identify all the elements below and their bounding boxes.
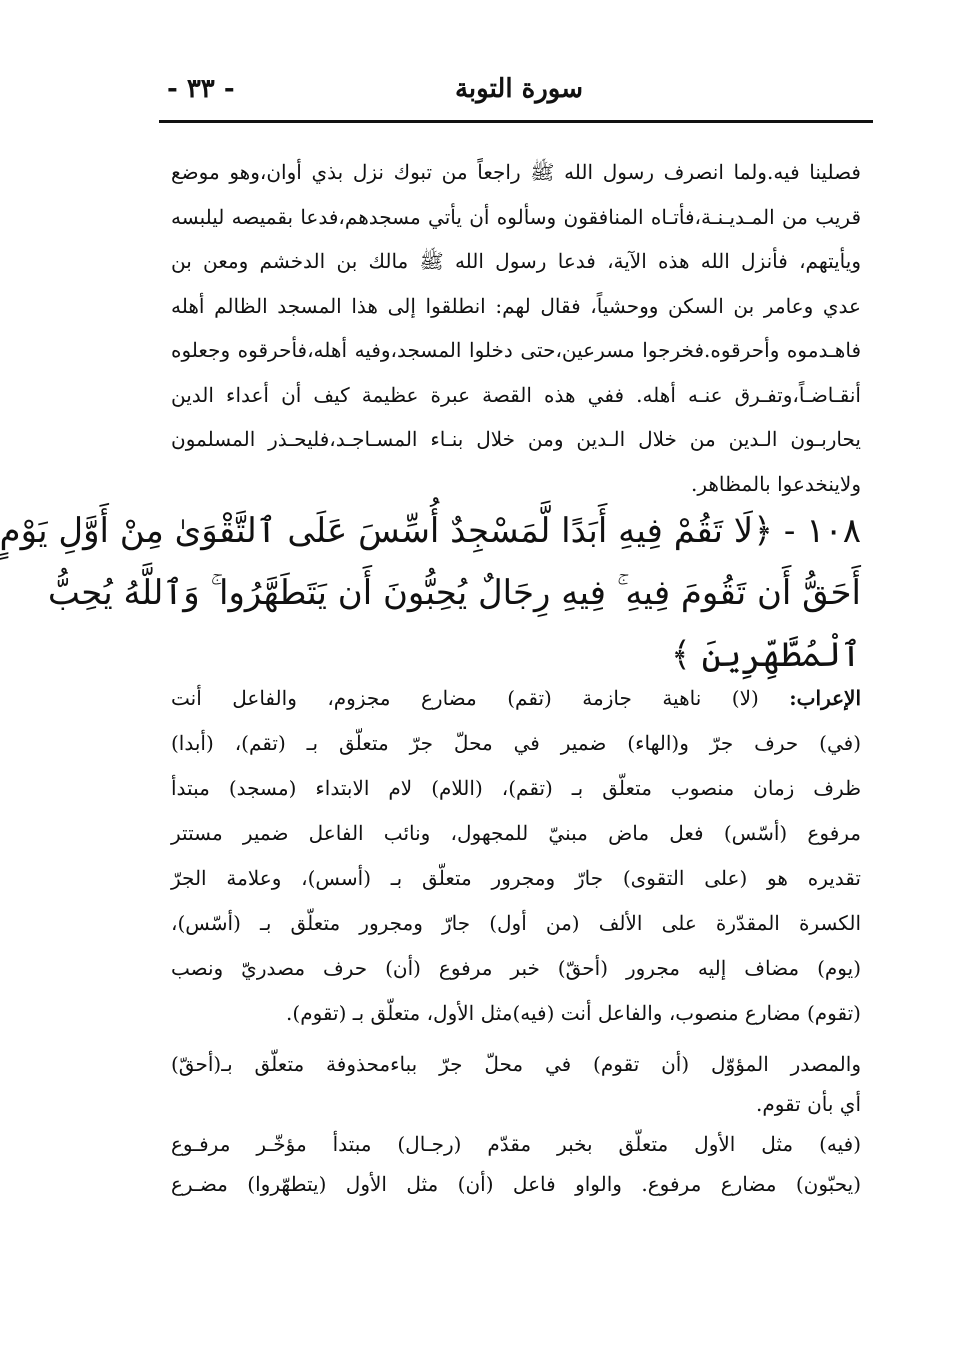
text-line: (في) حرف جرّ و(الهاء) ضمير في محلّ جرّ متعلّق بـ (تقم)، (أبدا) xyxy=(171,731,861,755)
text-line: مرفوع (أسّس) فعل ماض مبنيّ للمجهول، ونائب الفاعل ضمير مستتر xyxy=(171,821,861,845)
page-header xyxy=(159,70,879,114)
masdar-paragraph xyxy=(171,1044,861,1124)
page-number: - ٣٣ - xyxy=(167,74,235,104)
text-fragment: (لا) ناهية جازمة (تقم) مضارع مجزوم، والفاعل أنت xyxy=(171,686,790,710)
text-line: الكسرة المقدّرة على الألف (من أول) جارّ ومجرور متعلّق بـ (أسّس)، xyxy=(171,911,861,935)
text-line: تقديره هو (على التقوى) جارّ ومجرور متعلّق بـ (أسس)، وعلامة الجرّ xyxy=(171,866,861,890)
text-line: يحاربـون الـدين من خلال الـدين ومن خلال بنـاء المسـاجـد،فليحـذر المسلمون xyxy=(171,427,861,451)
verse-line: ٱلْمُطَّهِّرِينَ ﴾ xyxy=(670,635,861,675)
text-line: (يحبّون) مضارع مرفوع. والواو فاعل (أن) مثل الأول (يتطهّروا) مضـرع xyxy=(171,1172,861,1196)
quran-verse xyxy=(0,500,861,686)
text-line: أي بأن تقوم. xyxy=(755,1092,861,1116)
text-line xyxy=(171,676,861,721)
text-line: والمصدر المؤوّل (أن تقوم) في محلّ جرّ بباءمحذوفة متعلّق بـ(أحقّ) xyxy=(171,1052,861,1076)
text-line: ظرف زمان منصوب متعلّق بـ (تقم)، (اللام) لام الابتداء (مسجد) مبتدأ xyxy=(171,776,861,800)
story-paragraph xyxy=(171,150,861,506)
text-line: ويأيتهم، فأنزل الله هذه الآية، فدعا رسول الله ﷺ مالك بن الدخشم ومعن بن xyxy=(171,249,861,273)
fihi-paragraph xyxy=(171,1124,861,1204)
header-divider xyxy=(159,120,873,123)
surah-title: سورة التوبة xyxy=(454,74,584,104)
text-line: ولاينخدعوا بالمظاهر. xyxy=(690,471,861,496)
verse-line: ١٠٨ - ﴿لَا تَقُمْ فِيهِ أَبَدًا لَّمَسْجِدٌ أُسِّسَ عَلَى ٱلتَّقْوَىٰ مِنْ أَوَّلِ يَوْمٍ xyxy=(0,511,861,551)
text-line: أنقـاضـاً،وتفـرق عنـه أهله. ففي هذه القصة عبرة عظيمة كيف أن أعداء الدين xyxy=(171,382,861,407)
text-line: (يوم) مضاف إليه مجرور (أحقّ) خبر مرفوع (أن) حرف مصدريّ ونصب xyxy=(171,956,861,980)
text-line: فاهـدموه وأحرقوه.فخرجوا مسرعين،حتى دخلوا المسجد،وفيه أهله،فأحرقوه وجعلوه xyxy=(171,338,861,362)
section-lead: الإعراب: xyxy=(789,686,861,710)
text-line: عدي وعامر بن السكن ووحشياً، فقال لهم: انطلقوا إلى هذا المسجد الظالم أهله xyxy=(171,293,861,318)
text-line: (تقوم) مضارع منصوب، والفاعل أنت (فيه)مثل الأول، متعلّق بـ (تقوم). xyxy=(286,1001,861,1025)
verse-line: أَحَقُّ أَن تَقُومَ فِيهِ ۚ فِيهِ رِجَالٌ يُحِبُّونَ أَن يَتَطَهَّرُوا ۚ وَٱللَّهُ يُحِبُّ xyxy=(47,573,861,613)
grammar-analysis-paragraph xyxy=(171,676,861,1036)
text-line: فصلينا فيه.ولما انصرف رسول الله ﷺ راجعاً من تبوك نزل بذي أوان،وهو موضع xyxy=(171,160,861,184)
text-line: قريب من المـديـنـة،فأتـاه المنافقون وسألوه أن يأتي مسجدهم،فدعا بقميصه ليلبسه xyxy=(171,204,861,229)
text-line: (فيه) مثل الأول متعلّق بخبر مقدّم (رجـال) مبتدأ مؤخّـر مرفـوع xyxy=(171,1132,861,1156)
